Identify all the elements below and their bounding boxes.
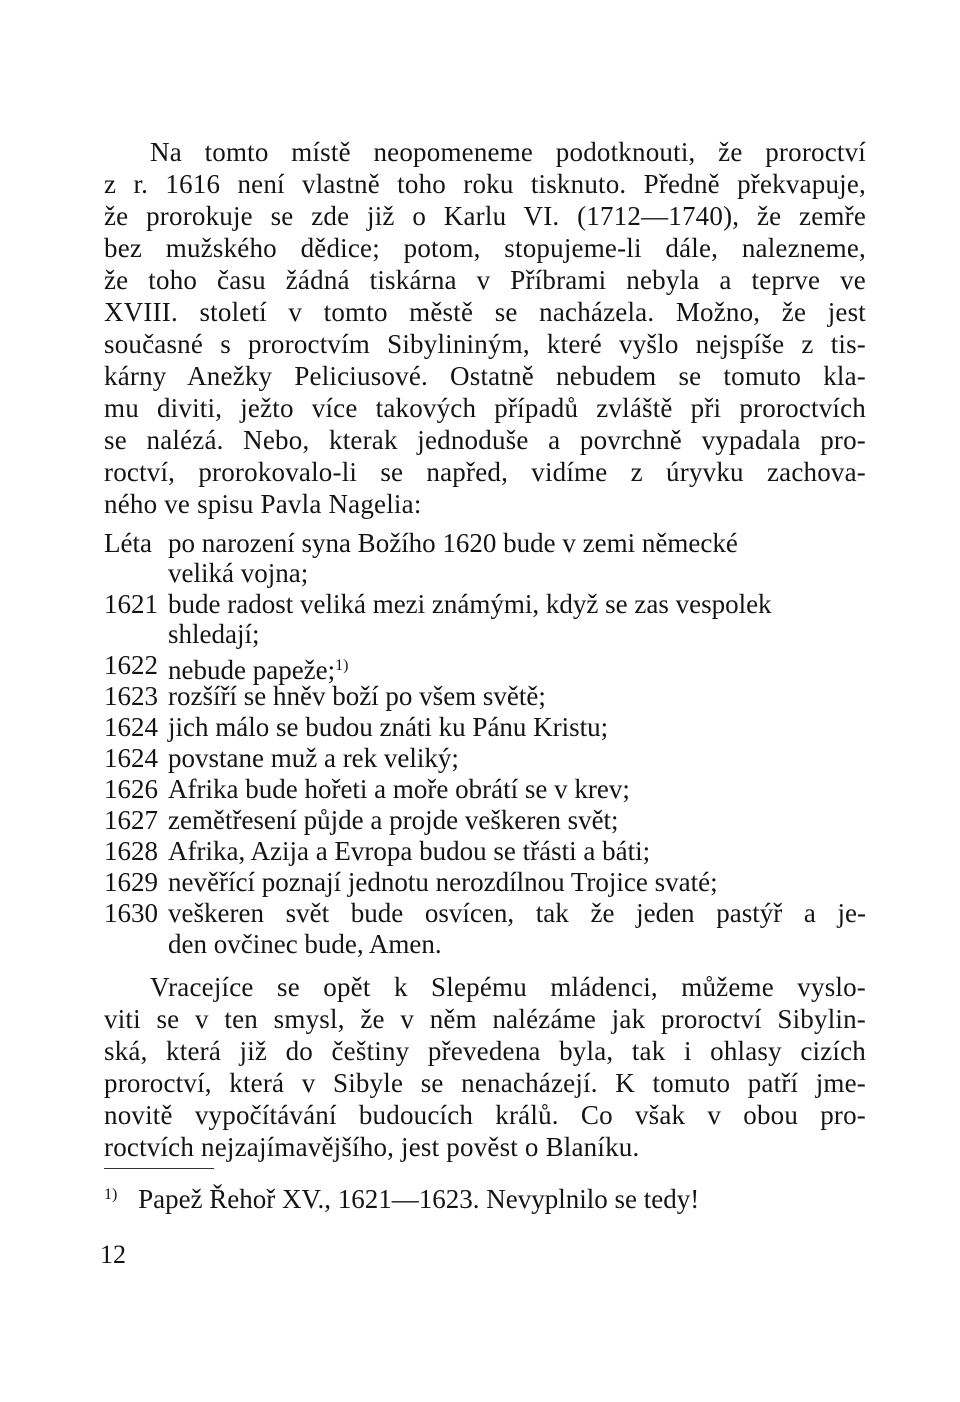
prophecy-year: 1630	[104, 898, 158, 928]
footnote-rule	[104, 1168, 214, 1169]
page-number: 12	[100, 1240, 126, 1269]
prophecy-year: 1629	[104, 867, 158, 897]
prophecy-year: 1622	[104, 650, 158, 680]
footnote-mark: 1)	[104, 1186, 118, 1203]
prophecy-text: bude radost veliká mezi známými, když se zas vespolek	[168, 589, 772, 619]
prophecy-year: 1621	[104, 589, 158, 619]
text-line: ného ve spisu Pavla Nagelia:	[104, 489, 422, 519]
prophecy-year: Léta	[104, 528, 152, 558]
prophecy-year: 1627	[104, 805, 158, 835]
prophecy-text: rozšíří se hněv boží po všem světě;	[168, 681, 546, 711]
prophecy-text: veškeren svět bude osvícen, tak že jeden pastýř a je-	[168, 898, 866, 928]
prophecy-text: Afrika, Azija a Evropa budou se třásti a báti;	[168, 836, 651, 866]
prophecy-text: po narození syna Božího 1620 bude v zemi německé	[168, 528, 738, 558]
text-line: XVIII. století v tomto městě se nacházela. Možno, že jest	[104, 297, 866, 327]
text-line: se nalézá. Nebo, kterak jednoduše a povrchně vypadala pro-	[104, 425, 866, 455]
prophecy-year: 1628	[104, 836, 158, 866]
prophecy-year: 1624	[104, 712, 158, 742]
text-line: že prorokuje se zde již o Karlu VI. (1712—1740), že zemře	[104, 201, 866, 231]
prophecy-year: 1624	[104, 743, 158, 773]
prophecy-text: zemětřesení půjde a projde veškeren svět;	[168, 805, 619, 835]
footnote-ref: 1)	[335, 657, 349, 674]
prophecy-text: den ovčinec bude, Amen.	[168, 929, 442, 959]
text-line: roctvích nejzajímavějšího, jest pověst o Blaníku.	[104, 1132, 640, 1162]
prophecy-text: povstane muž a rek veliký;	[168, 743, 459, 773]
text-line: současné s proroctvím Sibylininým, které vyšlo nejspíše z tis-	[104, 329, 866, 359]
text-line: viti se v ten smysl, že v něm nalézáme jak proroctví Sibylin-	[104, 1004, 866, 1034]
prophecy-year: 1623	[104, 681, 158, 711]
text-line: roctví, prorokovalo-li se napřed, vidíme z úryvku zachova-	[104, 457, 866, 487]
footnote	[104, 1178, 699, 1216]
prophecy-text: veliká vojna;	[168, 558, 309, 588]
text-line: bez mužského dědice; potom, stopujeme-li dále, nalezneme,	[104, 233, 866, 263]
prophecy-text: Afrika bude hořeti a moře obrátí se v krev;	[168, 774, 630, 804]
text-line: ská, která již do češtiny převedena byla, tak i ohlasy cizích	[104, 1036, 866, 1066]
prophecy-text: shledají;	[168, 619, 260, 649]
text-line: mu diviti, ježto více takových případů zvláště při proroctvích	[104, 393, 866, 423]
text-line: proroctví, která v Sibyle se nenacházejí. K tomuto patří jme-	[104, 1068, 866, 1098]
prophecy-year: 1626	[104, 774, 158, 804]
prophecy-text: jich málo se budou znáti ku Pánu Kristu;	[168, 712, 609, 742]
footnote-text: Papež Řehoř XV., 1621—1623. Nevyplnilo se tedy!	[138, 1184, 700, 1214]
text-line: Na tomto místě neopomeneme podotknouti, že proroctví	[150, 137, 866, 167]
text-line: kárny Anežky Peliciusové. Ostatně nebudem se tomuto kla-	[104, 361, 866, 391]
text-line: že toho času žádná tiskárna v Příbrami nebyla a teprve ve	[104, 265, 866, 295]
text-line: novitě vypočítávání budoucích králů. Co však v obou pro-	[104, 1100, 866, 1130]
prophecy-text: nebude papeže;$^{1)}$	[168, 655, 349, 685]
text-line: Vracejíce se opět k Slepému mládenci, můžeme vyslo-	[150, 972, 866, 1002]
text-line: z r. 1616 není vlastně toho roku tisknuto. Předně překvapuje,	[104, 169, 866, 199]
prophecy-text: nevěřící poznají jednotu nerozdílnou Trojice svaté;	[168, 867, 718, 897]
